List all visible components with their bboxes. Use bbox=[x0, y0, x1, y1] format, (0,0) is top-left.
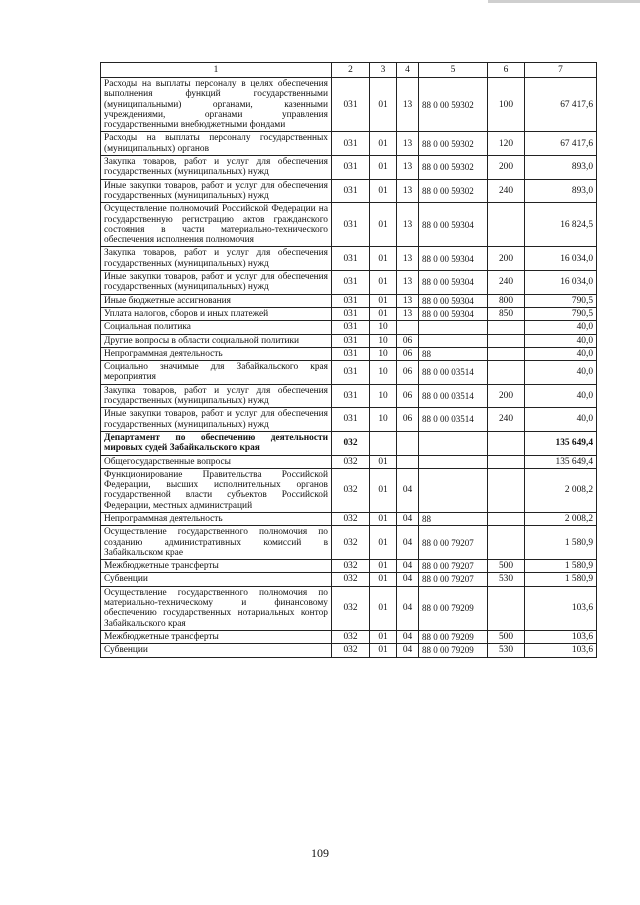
row-sum: 16 034,0 bbox=[525, 247, 597, 271]
row-rz: 01 bbox=[370, 468, 397, 512]
row-rz: 01 bbox=[370, 294, 397, 307]
row-ved: 031 bbox=[332, 78, 370, 132]
row-rz: 10 bbox=[370, 347, 397, 360]
row-sum: 893,0 bbox=[525, 156, 597, 180]
row-pr: 04 bbox=[397, 630, 419, 643]
row-pr: 04 bbox=[397, 512, 419, 525]
row-vr: 240 bbox=[488, 179, 525, 203]
table-row bbox=[101, 408, 597, 432]
row-rz: 01 bbox=[370, 455, 397, 468]
table-row bbox=[101, 156, 597, 180]
row-rz: 01 bbox=[370, 156, 397, 180]
row-vr: 530 bbox=[488, 573, 525, 586]
table-row bbox=[101, 455, 597, 468]
row-csr: 88 0 00 59304 bbox=[419, 247, 488, 271]
row-ved: 032 bbox=[332, 455, 370, 468]
row-name: Непрограммная деятельность bbox=[101, 347, 332, 360]
row-ved: 032 bbox=[332, 644, 370, 657]
header-cell: 2 bbox=[332, 63, 370, 78]
row-csr: 88 0 00 79207 bbox=[419, 526, 488, 560]
row-ved: 031 bbox=[332, 203, 370, 247]
row-pr: 06 bbox=[397, 408, 419, 432]
row-vr: 240 bbox=[488, 408, 525, 432]
row-vr bbox=[488, 526, 525, 560]
header-cell: 4 bbox=[397, 63, 419, 78]
row-ved: 031 bbox=[332, 271, 370, 295]
row-pr: 04 bbox=[397, 586, 419, 630]
row-vr: 500 bbox=[488, 630, 525, 643]
row-name: Социальная политика bbox=[101, 321, 332, 334]
row-pr: 13 bbox=[397, 132, 419, 156]
row-ved: 032 bbox=[332, 573, 370, 586]
budget-table bbox=[100, 62, 597, 658]
row-rz: 01 bbox=[370, 307, 397, 320]
row-rz: 10 bbox=[370, 408, 397, 432]
row-sum: 40,0 bbox=[525, 384, 597, 408]
row-vr bbox=[488, 361, 525, 385]
table-row bbox=[101, 271, 597, 295]
table-row bbox=[101, 384, 597, 408]
row-rz: 01 bbox=[370, 644, 397, 657]
row-rz: 01 bbox=[370, 247, 397, 271]
table-row bbox=[101, 573, 597, 586]
header-cell: 1 bbox=[101, 63, 332, 78]
row-pr: 04 bbox=[397, 573, 419, 586]
row-sum: 103,6 bbox=[525, 630, 597, 643]
row-ved: 031 bbox=[332, 361, 370, 385]
row-ved: 032 bbox=[332, 586, 370, 630]
row-sum: 2 008,2 bbox=[525, 468, 597, 512]
row-pr bbox=[397, 321, 419, 334]
row-rz: 01 bbox=[370, 630, 397, 643]
row-name: Департамент по обеспечению деятельности мировых судей Забайкальского края bbox=[101, 431, 332, 455]
row-sum: 1 580,9 bbox=[525, 560, 597, 573]
row-name: Субвенции bbox=[101, 573, 332, 586]
row-csr bbox=[419, 431, 488, 455]
row-vr bbox=[488, 347, 525, 360]
row-sum: 67 417,6 bbox=[525, 78, 597, 132]
row-csr: 88 0 00 59302 bbox=[419, 156, 488, 180]
row-sum: 40,0 bbox=[525, 334, 597, 347]
row-name: Осуществление государственного полномочия по созданию административных комиссий в Забайкальском крае bbox=[101, 526, 332, 560]
row-csr: 88 0 00 79209 bbox=[419, 630, 488, 643]
row-sum: 1 580,9 bbox=[525, 526, 597, 560]
row-pr bbox=[397, 455, 419, 468]
row-csr: 88 0 00 03514 bbox=[419, 361, 488, 385]
row-rz: 01 bbox=[370, 78, 397, 132]
row-sum: 103,6 bbox=[525, 644, 597, 657]
table-row bbox=[101, 560, 597, 573]
row-name: Общегосударственные вопросы bbox=[101, 455, 332, 468]
row-csr: 88 0 00 59304 bbox=[419, 271, 488, 295]
row-csr: 88 0 00 59302 bbox=[419, 179, 488, 203]
row-vr bbox=[488, 586, 525, 630]
row-ved: 031 bbox=[332, 179, 370, 203]
row-pr: 13 bbox=[397, 307, 419, 320]
department-row bbox=[101, 431, 597, 455]
table-row bbox=[101, 334, 597, 347]
row-name: Расходы на выплаты персоналу государственных (муниципальных) органов bbox=[101, 132, 332, 156]
row-sum: 67 417,6 bbox=[525, 132, 597, 156]
row-ved: 031 bbox=[332, 384, 370, 408]
table-row bbox=[101, 644, 597, 657]
row-rz bbox=[370, 431, 397, 455]
table-row bbox=[101, 361, 597, 385]
table-header-row bbox=[101, 63, 597, 78]
table-row bbox=[101, 347, 597, 360]
row-name: Иные закупки товаров, работ и услуг для обеспечения государственных (муниципальных) нужд bbox=[101, 271, 332, 295]
row-name: Закупка товаров, работ и услуг для обеспечения государственных (муниципальных) нужд bbox=[101, 384, 332, 408]
table-row bbox=[101, 468, 597, 512]
row-csr: 88 0 00 59302 bbox=[419, 132, 488, 156]
row-csr bbox=[419, 334, 488, 347]
row-vr bbox=[488, 334, 525, 347]
row-csr: 88 0 00 59302 bbox=[419, 78, 488, 132]
row-vr: 120 bbox=[488, 132, 525, 156]
row-pr: 13 bbox=[397, 78, 419, 132]
row-name: Иные бюджетные ассигнования bbox=[101, 294, 332, 307]
row-pr: 13 bbox=[397, 271, 419, 295]
row-csr: 88 0 00 59304 bbox=[419, 307, 488, 320]
table-row bbox=[101, 78, 597, 132]
row-csr: 88 0 00 59304 bbox=[419, 203, 488, 247]
row-sum: 790,5 bbox=[525, 307, 597, 320]
row-name: Осуществление государственного полномочия по материально-техническому и финансовому обеспечению государственных нотариальных контор Забайкальского края bbox=[101, 586, 332, 630]
row-vr: 800 bbox=[488, 294, 525, 307]
scan-edge-mark bbox=[488, 0, 640, 3]
row-csr: 88 bbox=[419, 347, 488, 360]
row-pr: 06 bbox=[397, 334, 419, 347]
header-cell: 3 bbox=[370, 63, 397, 78]
row-name: Межбюджетные трансферты bbox=[101, 630, 332, 643]
row-csr bbox=[419, 468, 488, 512]
row-rz: 01 bbox=[370, 560, 397, 573]
row-name: Непрограммная деятельность bbox=[101, 512, 332, 525]
table-row bbox=[101, 630, 597, 643]
row-name: Расходы на выплаты персоналу в целях обеспечения выполнения функций государственными (муниципальными) органами, казенными учреждениями, органами управления государственными внебюджетными фондами bbox=[101, 78, 332, 132]
row-sum: 790,5 bbox=[525, 294, 597, 307]
row-ved: 032 bbox=[332, 560, 370, 573]
row-name: Социально значимые для Забайкальского края мероприятия bbox=[101, 361, 332, 385]
row-ved: 031 bbox=[332, 132, 370, 156]
row-ved: 032 bbox=[332, 630, 370, 643]
row-csr: 88 0 00 79207 bbox=[419, 573, 488, 586]
row-pr bbox=[397, 431, 419, 455]
row-sum: 16 824,5 bbox=[525, 203, 597, 247]
row-name: Иные закупки товаров, работ и услуг для обеспечения государственных (муниципальных) нужд bbox=[101, 179, 332, 203]
table-row bbox=[101, 526, 597, 560]
row-vr bbox=[488, 455, 525, 468]
row-ved: 031 bbox=[332, 247, 370, 271]
row-name: Другие вопросы в области социальной политики bbox=[101, 334, 332, 347]
row-vr: 100 bbox=[488, 78, 525, 132]
row-pr: 04 bbox=[397, 560, 419, 573]
row-rz: 01 bbox=[370, 132, 397, 156]
row-vr: 500 bbox=[488, 560, 525, 573]
page-number: 109 bbox=[311, 846, 329, 860]
table-row bbox=[101, 203, 597, 247]
row-pr: 04 bbox=[397, 526, 419, 560]
row-sum: 40,0 bbox=[525, 347, 597, 360]
header-cell: 6 bbox=[488, 63, 525, 78]
header-cell: 7 bbox=[525, 63, 597, 78]
row-vr: 240 bbox=[488, 271, 525, 295]
row-vr: 200 bbox=[488, 247, 525, 271]
row-vr: 530 bbox=[488, 644, 525, 657]
row-csr: 88 0 00 03514 bbox=[419, 408, 488, 432]
row-pr: 06 bbox=[397, 347, 419, 360]
row-sum: 40,0 bbox=[525, 408, 597, 432]
row-pr: 06 bbox=[397, 361, 419, 385]
row-rz: 01 bbox=[370, 271, 397, 295]
row-sum: 1 580,9 bbox=[525, 573, 597, 586]
row-rz: 01 bbox=[370, 526, 397, 560]
row-rz: 01 bbox=[370, 512, 397, 525]
row-name: Субвенции bbox=[101, 644, 332, 657]
row-vr: 200 bbox=[488, 384, 525, 408]
row-vr bbox=[488, 512, 525, 525]
row-name: Межбюджетные трансферты bbox=[101, 560, 332, 573]
row-ved: 031 bbox=[332, 408, 370, 432]
row-rz: 01 bbox=[370, 573, 397, 586]
table-row bbox=[101, 132, 597, 156]
row-name: Закупка товаров, работ и услуг для обеспечения государственных (муниципальных) нужд bbox=[101, 247, 332, 271]
row-ved: 031 bbox=[332, 347, 370, 360]
row-csr bbox=[419, 455, 488, 468]
row-ved: 032 bbox=[332, 526, 370, 560]
row-rz: 01 bbox=[370, 179, 397, 203]
row-csr: 88 bbox=[419, 512, 488, 525]
row-rz: 10 bbox=[370, 321, 397, 334]
row-ved: 031 bbox=[332, 334, 370, 347]
row-rz: 10 bbox=[370, 384, 397, 408]
row-ved: 031 bbox=[332, 156, 370, 180]
row-rz: 10 bbox=[370, 334, 397, 347]
row-name: Функционирование Правительства Российской Федерации, высших исполнительных органов государственной власти субъектов Российской Федерации, местных администраций bbox=[101, 468, 332, 512]
row-pr: 13 bbox=[397, 247, 419, 271]
row-rz: 01 bbox=[370, 203, 397, 247]
row-sum: 40,0 bbox=[525, 361, 597, 385]
row-ved: 032 bbox=[332, 512, 370, 525]
row-ved: 031 bbox=[332, 321, 370, 334]
row-csr: 88 0 00 03514 bbox=[419, 384, 488, 408]
header-cell: 5 bbox=[419, 63, 488, 78]
table-row bbox=[101, 512, 597, 525]
table-row bbox=[101, 179, 597, 203]
row-vr: 850 bbox=[488, 307, 525, 320]
row-sum: 893,0 bbox=[525, 179, 597, 203]
row-vr bbox=[488, 321, 525, 334]
row-csr bbox=[419, 321, 488, 334]
row-sum: 40,0 bbox=[525, 321, 597, 334]
row-csr: 88 0 00 79209 bbox=[419, 586, 488, 630]
row-sum: 103,6 bbox=[525, 586, 597, 630]
row-rz: 10 bbox=[370, 361, 397, 385]
row-sum: 135 649,4 bbox=[525, 455, 597, 468]
row-name: Уплата налогов, сборов и иных платежей bbox=[101, 307, 332, 320]
row-ved: 031 bbox=[332, 307, 370, 320]
row-csr: 88 0 00 79207 bbox=[419, 560, 488, 573]
table-row bbox=[101, 307, 597, 320]
row-name: Осуществление полномочий Российской Федерации на государственную регистрацию актов гражданского состояния в части материально-технического обеспечения исполнения полномочия bbox=[101, 203, 332, 247]
row-pr: 13 bbox=[397, 179, 419, 203]
row-pr: 13 bbox=[397, 203, 419, 247]
row-csr: 88 0 00 59304 bbox=[419, 294, 488, 307]
row-vr: 200 bbox=[488, 156, 525, 180]
row-sum: 135 649,4 bbox=[525, 431, 597, 455]
row-pr: 04 bbox=[397, 644, 419, 657]
row-vr bbox=[488, 203, 525, 247]
row-pr: 06 bbox=[397, 384, 419, 408]
table-row bbox=[101, 586, 597, 630]
row-ved: 031 bbox=[332, 294, 370, 307]
row-sum: 2 008,2 bbox=[525, 512, 597, 525]
row-ved: 032 bbox=[332, 468, 370, 512]
row-vr bbox=[488, 431, 525, 455]
row-pr: 13 bbox=[397, 294, 419, 307]
row-sum: 16 034,0 bbox=[525, 271, 597, 295]
row-vr bbox=[488, 468, 525, 512]
row-name: Закупка товаров, работ и услуг для обеспечения государственных (муниципальных) нужд bbox=[101, 156, 332, 180]
row-name: Иные закупки товаров, работ и услуг для обеспечения государственных (муниципальных) нужд bbox=[101, 408, 332, 432]
row-pr: 13 bbox=[397, 156, 419, 180]
table-row bbox=[101, 321, 597, 334]
table-row bbox=[101, 294, 597, 307]
table-row bbox=[101, 247, 597, 271]
row-csr: 88 0 00 79209 bbox=[419, 644, 488, 657]
row-ved: 032 bbox=[332, 431, 370, 455]
row-rz: 01 bbox=[370, 586, 397, 630]
row-pr: 04 bbox=[397, 468, 419, 512]
